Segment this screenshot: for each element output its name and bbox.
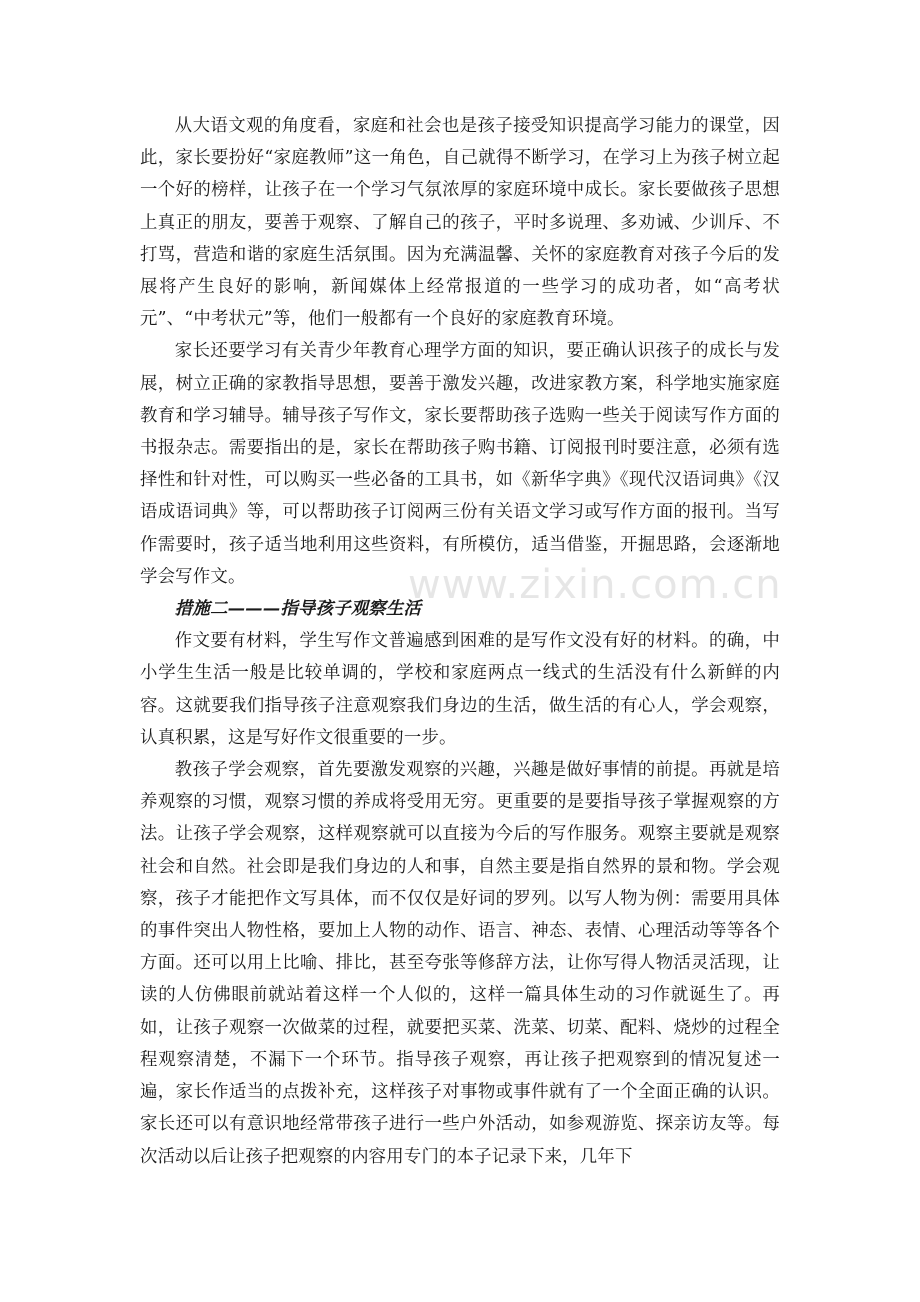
paragraph-teach-observation: 教孩子学会观察，首先要激发观察的兴趣，兴趣是做好事情的前提。再就是培养观察的习惯，观察习惯的养成将受用无穷。更重要的是要指导孩子掌握观察的方法。让孩子学会观察，这样观察就可以直接为今后的写作服务。观察主要就是观察社会和自然。社会即是我们身边的人和事，自然主要是指自然界的景和物。学会观察，孩子才能把作文写具体，而不仅仅是好词的罗列。以写人物为例：需要用具体的事件突出人物性格，要加上人物的动作、语言、神态、表情、心理活动等等各个方面。还可以用上比喻、排比，甚至夸张等修辞方法，让你写得人物活灵活现，让读的人仿佛眼前就站着这样一个人似的，这样一篇具体生动的习作就诞生了。再如，让孩子观察一次做菜的过程，就要把买菜、洗菜、切菜、配料、烧炒的过程全程观察清楚，不漏下一个环节。指导孩子观察，再让孩子把观察到的情况复述一遍，家长作适当的点拨补充，这样孩子对事物或事件就有了一个全面正确的认识。家长还可以有意识地经常带孩子进行一些户外活动，如参观游览、探亲访友等。每次活动以后让孩子把观察的内容用专门的本子记录下来，几年下	[140, 760, 780, 1167]
paragraph-family-classroom: 从大语文观的角度看，家庭和社会也是孩子接受知识提高学习能力的课堂，因此，家长要扮好“家庭教师”这一角色，自己就得不断学习，在学习上为孩子树立起一个好的榜样，让孩子在一个学习气氛浓厚的家庭环境中成长。家长要做孩子思想上真正的朋友，要善于观察、了解自己的孩子，平时多说理、多劝诫、少训斥、不打骂，营造和谐的家庭生活氛围。因为充满温馨、关怀的家庭教育对孩子今后的发展将产生良好的影响，新闻媒体上经常报道的一些学习的成功者，如“高考状元”、“中考状元”等，他们一般都有一个良好的家庭教育环境。	[140, 116, 780, 330]
paragraph-parent-learning: 家长还要学习有关青少年教育心理学方面的知识，要正确认识孩子的成长与发展，树立正确的家教指导思想，要善于激发兴趣，改进家教方案，科学地实施家庭教育和学习辅导。辅导孩子写作文，家长要帮助孩子选购一些关于阅读写作方面的书报杂志。需要指出的是，家长在帮助孩子购书籍、订阅报刊时要注意，必须有选择性和针对性，可以购买一些必备的工具书，如《新华字典》《现代汉语词典》《汉语成语词典》等，可以帮助孩子订阅两三份有关语文学习或写作方面的报刊。当写作需要时，孩子适当地利用这些资料，有所模仿，适当借鉴，开掘思路，会逐渐地学会写作文。	[140, 341, 780, 587]
paragraph-writing-material: 作文要有材料，学生写作文普遍感到困难的是写作文没有好的材料。的确，中小学生生活一般是比较单调的，学校和家庭两点一线式的生活没有什么新鲜的内容。这就要我们指导孩子注意观察我们身边的生活，做生活的有心人，学会观察，认真积累，这是写好作文很重要的一步。	[140, 631, 780, 748]
section-heading-measure-two: 措施二———指导孩子观察生活	[174, 599, 422, 620]
watermark: www.zixin.com.cn	[408, 562, 782, 608]
document-body	[140, 110, 780, 1173]
